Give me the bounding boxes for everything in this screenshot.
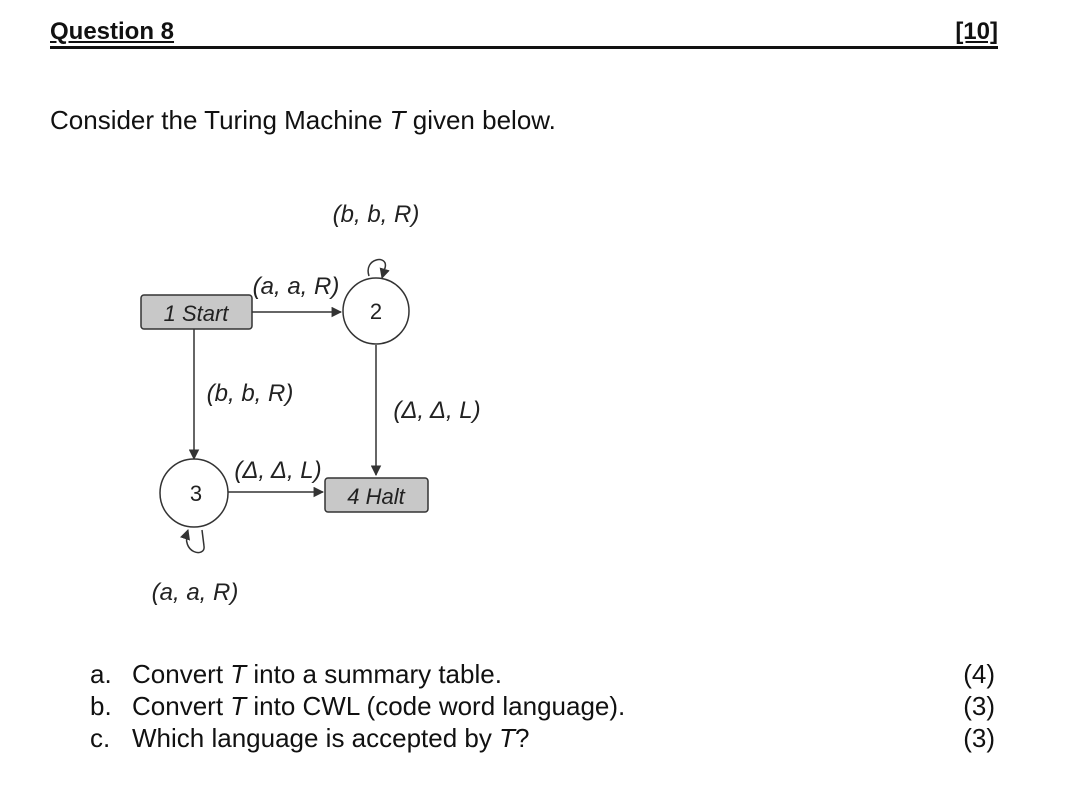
sub-question-b	[90, 690, 995, 722]
sub-question-text	[132, 722, 529, 754]
sub-question-c	[90, 722, 995, 754]
sub-question-text-after: into a summary table.	[246, 659, 502, 689]
intro-after: given below.	[405, 105, 556, 135]
sub-question-variable: T	[230, 691, 247, 721]
intro-variable: T	[389, 105, 406, 135]
sub-question-text	[132, 658, 502, 690]
label-loop-2: (b, b, R)	[332, 201, 420, 228]
label-edge-1-2: (a, a, R)	[252, 273, 340, 300]
sub-question-variable: T	[230, 659, 247, 689]
question-total-marks: [10]	[955, 18, 998, 45]
label-edge-1-3: (b, b, R)	[206, 380, 294, 407]
loop-state-2	[368, 260, 385, 278]
sub-question-a	[90, 658, 995, 690]
state-1-label: 1 Start	[163, 301, 229, 326]
loop-state-3	[186, 530, 204, 553]
sub-question-text-after: into CWL (code word language).	[246, 691, 626, 721]
state-2-label: 2	[369, 299, 383, 324]
label-edge-2-4: (Δ, Δ, L)	[393, 397, 481, 424]
state-3-label: 3	[189, 481, 203, 506]
sub-question-text-before: Convert	[132, 691, 231, 721]
sub-question-letter: c.	[90, 723, 111, 753]
sub-question-mark: (3)	[963, 691, 995, 721]
sub-question-text-after: ?	[515, 723, 530, 753]
sub-question-letter: b.	[90, 691, 112, 721]
sub-question-mark: (3)	[963, 723, 995, 753]
sub-question-mark: (4)	[963, 659, 995, 689]
sub-question-text-before: Convert	[132, 659, 231, 689]
sub-question-letter: a.	[90, 659, 112, 689]
label-loop-3: (a, a, R)	[151, 579, 239, 606]
label-edge-3-4: (Δ, Δ, L)	[234, 457, 322, 484]
intro-before: Consider the Turing Machine	[50, 105, 390, 135]
state-4-label: 4 Halt	[347, 484, 405, 509]
sub-questions	[90, 658, 995, 754]
sub-question-text-before: Which language is accepted by	[132, 723, 500, 753]
sub-question-variable: T	[499, 723, 516, 753]
question-title: Question 8	[50, 18, 175, 45]
sub-question-text	[132, 690, 625, 722]
